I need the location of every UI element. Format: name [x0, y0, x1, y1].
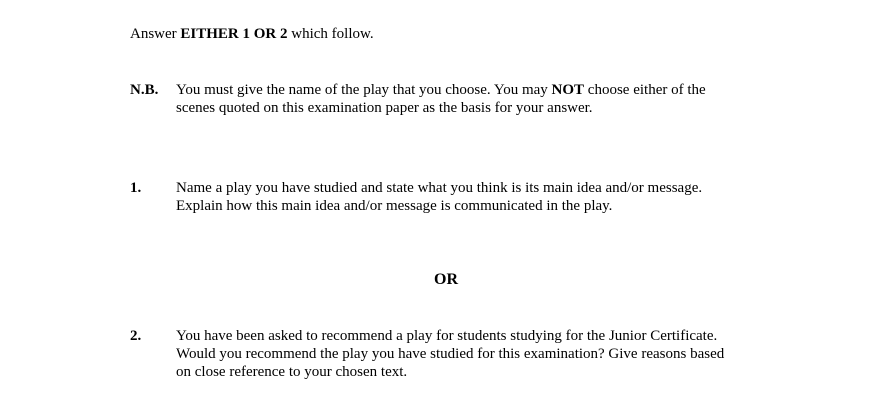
nb-label: N.B. [130, 82, 159, 98]
nb-emphasis: NOT [551, 82, 585, 98]
question-1-number: 1. [130, 180, 142, 196]
question-2-number: 2. [130, 328, 142, 344]
question-2-text [176, 327, 776, 381]
question-1-text [176, 179, 776, 215]
question-2-line-3: on close reference to your chosen text. [176, 364, 408, 380]
instruction-choice: EITHER 1 OR 2 [180, 26, 288, 42]
question-2-line-2: Would you recommend the play you have studied for this examination? Give reasons based [176, 346, 725, 362]
nb-text [176, 81, 776, 117]
question-2-line-1: You have been asked to recommend a play for students studying for the Junior Certificate. [176, 328, 718, 344]
instruction-suffix: which follow. [291, 26, 374, 42]
instruction-line [130, 25, 374, 43]
nb-line-1-end: choose either of the [587, 82, 706, 98]
question-1-line-1: Name a play you have studied and state what you think is its main idea and/or message. [176, 180, 703, 196]
or-separator: OR [434, 271, 458, 288]
nb-line-2: scenes quoted on this examination paper as the basis for your answer. [176, 100, 593, 116]
question-1-line-2: Explain how this main idea and/or message is communicated in the play. [176, 198, 613, 214]
instruction-prefix: Answer [130, 26, 177, 42]
nb-line-1 [176, 81, 776, 99]
nb-line-1-start: You must give the name of the play that you choose. You may [176, 82, 548, 98]
